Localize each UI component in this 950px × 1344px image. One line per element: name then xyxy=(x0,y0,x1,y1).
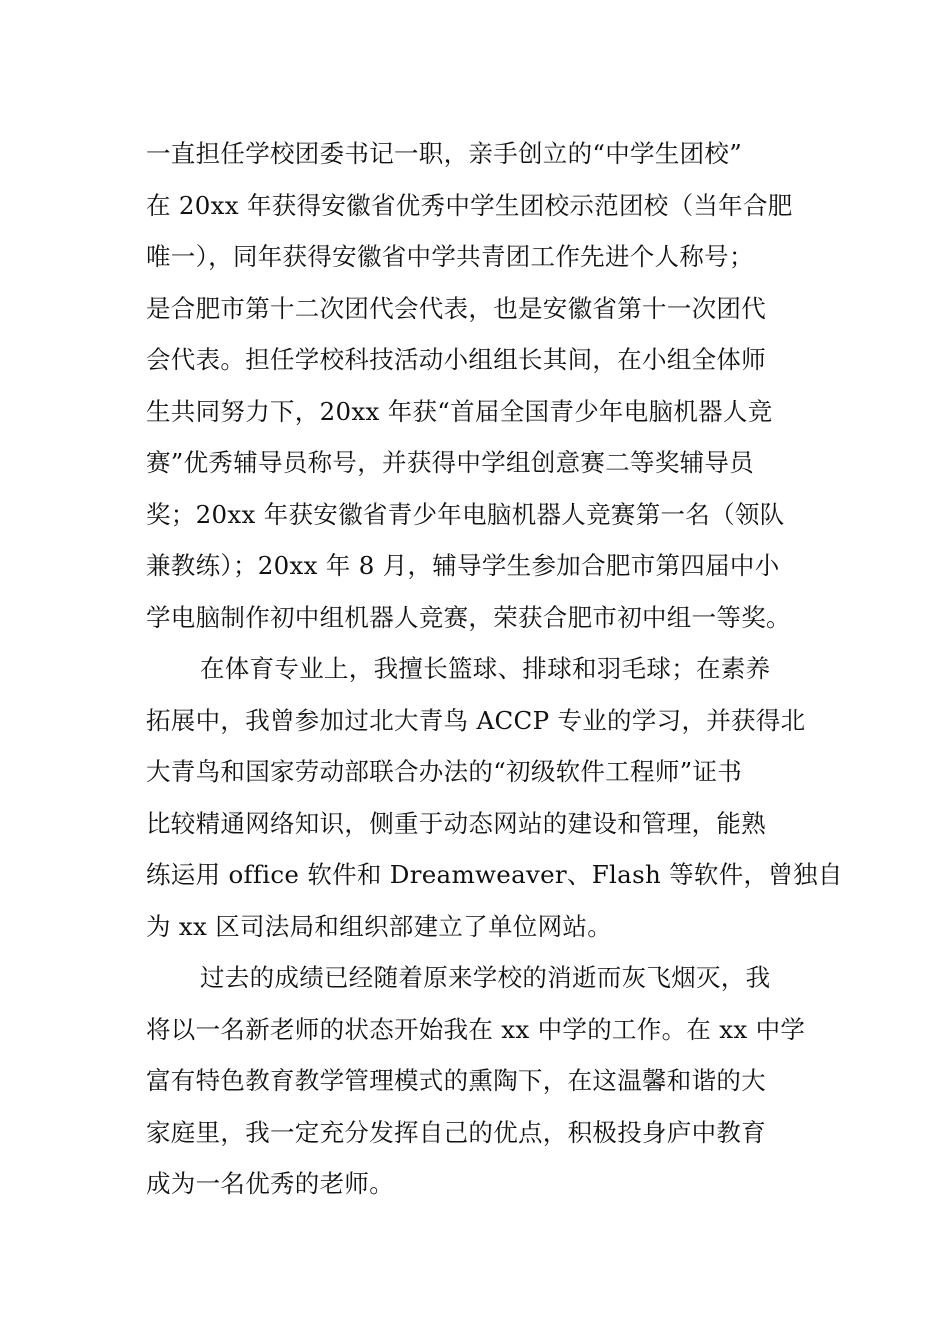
paragraph-achievements xyxy=(146,128,806,643)
text-line: 在 20xx 年获得安徽省优秀中学生团校示范团校（当年合肥 xyxy=(146,190,793,220)
text-line: 比较精通网络知识，侧重于动态网站的建设和管理，能熟 xyxy=(146,808,766,838)
paragraph-skills xyxy=(146,643,843,952)
text-line: 成为一名优秀的老师。 xyxy=(146,1169,394,1198)
text-line: 唯一），同年获得安徽省中学共青团工作先进个人称号； xyxy=(146,242,754,271)
text-line: 为 xx 区司法局和组织部建立了单位网站。 xyxy=(146,911,613,941)
text-line: 奖；20xx 年获安徽省青少年电脑机器人竞赛第一名（领队 xyxy=(146,499,785,529)
text-line: 拓展中，我曾参加过北大青鸟 ACCP 专业的学习，并获得北 xyxy=(146,705,806,735)
text-line-indented: 在体育专业上，我擅长篮球、排球和羽毛球；在素养 xyxy=(200,654,771,683)
text-line: 兼教练）；20xx 年 8 月，辅导学生参加合肥市第四届中小 xyxy=(146,551,780,580)
document-body xyxy=(146,128,843,1210)
text-line: 生共同努力下，20xx 年获“首届全国青少年电脑机器人竞 xyxy=(146,396,773,426)
text-line-indented: 过去的成绩已经随着原来学校的消逝而灰飞烟灭，我 xyxy=(200,963,771,992)
text-line: 富有特色教育教学管理模式的熏陶下，在这温馨和谐的大 xyxy=(146,1066,766,1095)
text-line: 大青鸟和国家劳动部联合办法的“初级软件工程师”证书 xyxy=(146,757,743,786)
paragraph-future xyxy=(146,952,806,1210)
text-line: 学电脑制作初中组机器人竞赛，荣获合肥市初中组一等奖。 xyxy=(146,602,791,632)
text-line: 是合肥市第十二次团代会代表，也是安徽省第十一次团代 xyxy=(146,293,766,323)
text-line: 会代表。担任学校科技活动小组组长其间，在小组全体师 xyxy=(146,345,766,374)
text-line: 练运用 office 软件和 Dreamweaver、Flash 等软件，曾独自 xyxy=(146,860,843,889)
text-line: 家庭里，我一定充分发挥自己的优点，积极投身庐中教育 xyxy=(146,1117,766,1147)
text-line: 将以一名新老师的状态开始我在 xx 中学的工作。在 xx 中学 xyxy=(146,1014,806,1044)
text-line: 赛”优秀辅导员称号，并获得中学组创意赛二等奖辅导员 xyxy=(146,448,755,477)
text-line: 一直担任学校团委书记一职，亲手创立的“中学生团校” xyxy=(146,139,743,168)
